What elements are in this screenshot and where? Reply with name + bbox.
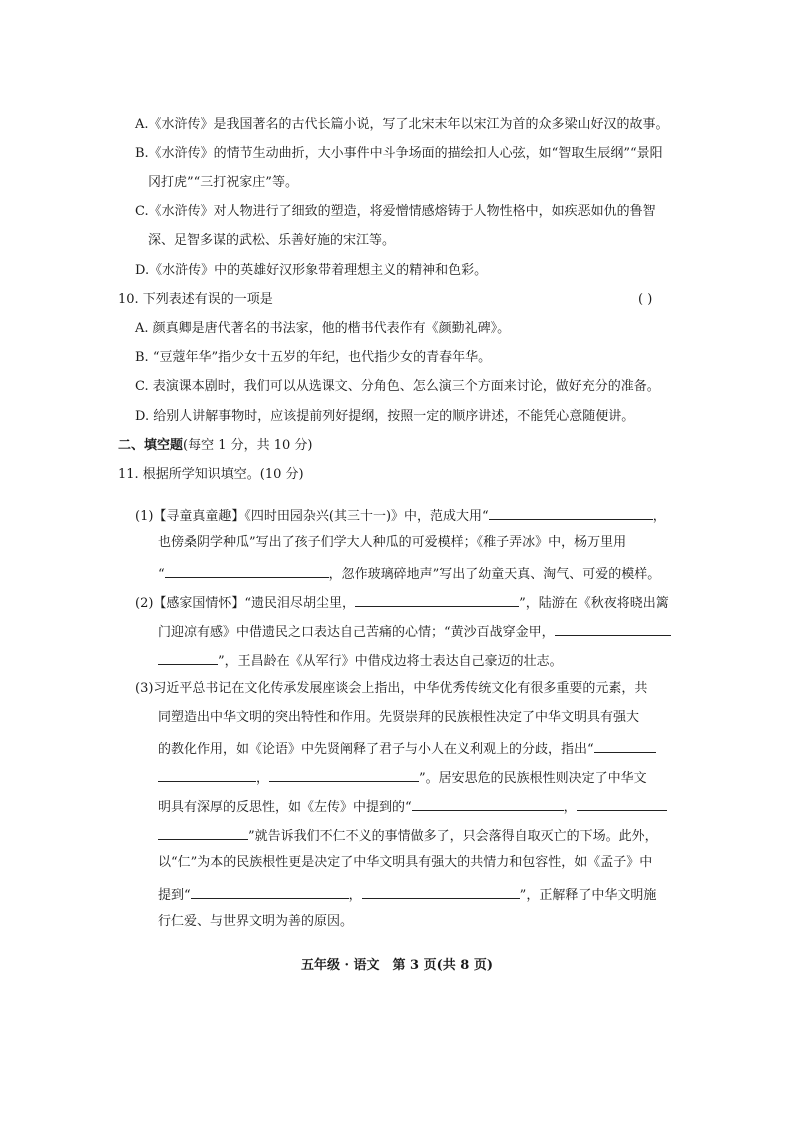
fill-blank[interactable]: [158, 825, 248, 840]
section-heading: [118, 437, 313, 455]
section-title: 二、填空题: [118, 438, 184, 453]
option-9c-line2: 深、足智多谋的武松、乐善好施的宋江等。: [148, 233, 396, 248]
fill-blank[interactable]: [489, 505, 653, 520]
option-10b: B. “豆蔻年华”指少女十五岁的年纪，也代指少女的青春年华。: [135, 350, 492, 365]
q11-part3-line2: 同塑造出中华文明的突出特性和作用。先贤崇拜的民族根性决定了中华文明具有强大: [158, 710, 640, 725]
page-footer: 五年级 · 语文 第 3 页(共 8 页): [300, 958, 494, 973]
fill-blank[interactable]: [191, 884, 349, 899]
text-segment: ”，陆游在《秋夜将晓出篱: [519, 596, 669, 611]
fill-blank[interactable]: [158, 767, 256, 782]
option-9a: A.《水浒传》是我国著名的古代长篇小说，写了北宋末年以宋江为首的众多梁山好汉的故事。: [135, 117, 669, 132]
q11-part3-line8: [158, 884, 656, 905]
fill-blank[interactable]: [555, 621, 671, 636]
text-segment: ，: [563, 800, 577, 815]
q11-part3-line5: [158, 796, 667, 817]
option-10d: D. 给别人讲解事物时，应该提前列好提纲，按照一定的顺序讲述，不能凭心意随便讲。: [135, 409, 635, 424]
option-9d: D.《水浒传》中的英雄好汉形象带着理想主义的精神和色彩。: [135, 263, 488, 278]
q11-part1-line1: [135, 505, 666, 526]
option-10a: A. 颜真卿是唐代著名的书法家，他的楷书代表作有《颜勤礼碑》。: [135, 321, 511, 336]
text-segment: ，忽作玻璃碎地声”写出了幼童天真、淘气、可爱的模样。: [328, 567, 661, 582]
option-9b-line2: 冈打虎”“三打祝家庄”等。: [148, 175, 298, 190]
section-score-note: (每空 1 分，共 10 分): [183, 438, 313, 453]
fill-blank[interactable]: [158, 650, 218, 665]
fill-blank[interactable]: [577, 796, 667, 811]
text-segment: 的教化作用，如《论语》中先贤阐释了君子与小人在义利观上的分歧，指出“: [158, 742, 594, 757]
q11-part3-line3: [158, 738, 656, 759]
text-segment: ”，王昌龄在《从军行》中借戍边将士表达自己豪迈的壮志。: [218, 654, 563, 669]
q11-part1-line2: 也傍桑阴学种瓜”写出了孩子们学大人种瓜的可爱模样；《稚子弄冰》中，杨万里用: [158, 535, 627, 550]
question-10-stem: 10. 下列表述有误的一项是: [118, 292, 273, 307]
text-segment: ”就告诉我们不仁不义的事情做多了，只会落得自取灭亡的下场。此外，: [248, 829, 658, 844]
q11-part3-line6: [158, 825, 658, 846]
fill-blank[interactable]: [269, 767, 419, 782]
option-10c: C. 表演课本剧时，我们可以从选课文、分角色、怎么演三个方面来讨论，做好充分的准备。: [135, 379, 660, 394]
text-segment: (2)【感家国情怀】“遗民泪尽胡尘里，: [135, 596, 356, 611]
text-segment: 提到“: [158, 888, 191, 903]
q11-part3-line9: 行仁爱、与世界文明为善的原因。: [158, 914, 354, 929]
fill-blank[interactable]: [594, 738, 656, 753]
q11-part2-line3: [158, 650, 563, 671]
text-segment: 门迎凉有感》中借遗民之口表达自己苦痛的心情；“黄沙百战穿金甲，: [158, 625, 555, 640]
text-segment: ，: [652, 509, 666, 524]
option-9c-line1: C.《水浒传》对人物进行了细致的塑造，将爱憎情感熔铸于人物性格中，如疾恶如仇的鲁智: [135, 204, 656, 219]
fill-blank[interactable]: [165, 563, 329, 578]
q11-part2-line1: [135, 592, 669, 613]
q11-part3-line4: [158, 767, 647, 788]
text-segment: ，: [348, 888, 362, 903]
q11-part3-line1: (3)习近平总书记在文化传承发展座谈会上指出，中华优秀传统文化有很多重要的元素，共: [135, 681, 648, 696]
q11-part3-line7: 以“仁”为本的民族根性更是决定了中华文明具有强大的共情力和包容性，如《孟子》中: [158, 855, 653, 870]
q11-part1-line3: [158, 563, 660, 584]
fill-blank[interactable]: [412, 796, 564, 811]
fill-blank[interactable]: [362, 884, 520, 899]
text-segment: ，: [256, 771, 270, 786]
text-segment: ”。居安思危的民族根性则决定了中华文: [419, 771, 647, 786]
question-11-stem: 11. 根据所学知识填空。(10 分): [118, 467, 304, 482]
text-segment: “: [158, 567, 165, 582]
fill-blank[interactable]: [355, 592, 519, 607]
text-segment: 明具有深厚的反思性，如《左传》中提到的“: [158, 800, 412, 815]
text-segment: (1)【寻童真童趣】《四时田园杂兴(其三十一)》中，范成大用“: [135, 509, 489, 524]
q11-part2-line2: [158, 621, 671, 642]
text-segment: ”，正解释了中华文明施: [519, 888, 657, 903]
option-9b-line1: B.《水浒传》的情节生动曲折，大小事件中斗争场面的描绘扣人心弦，如“智取生辰纲”“景阳: [135, 146, 663, 161]
answer-parentheses[interactable]: ( ): [638, 292, 653, 307]
